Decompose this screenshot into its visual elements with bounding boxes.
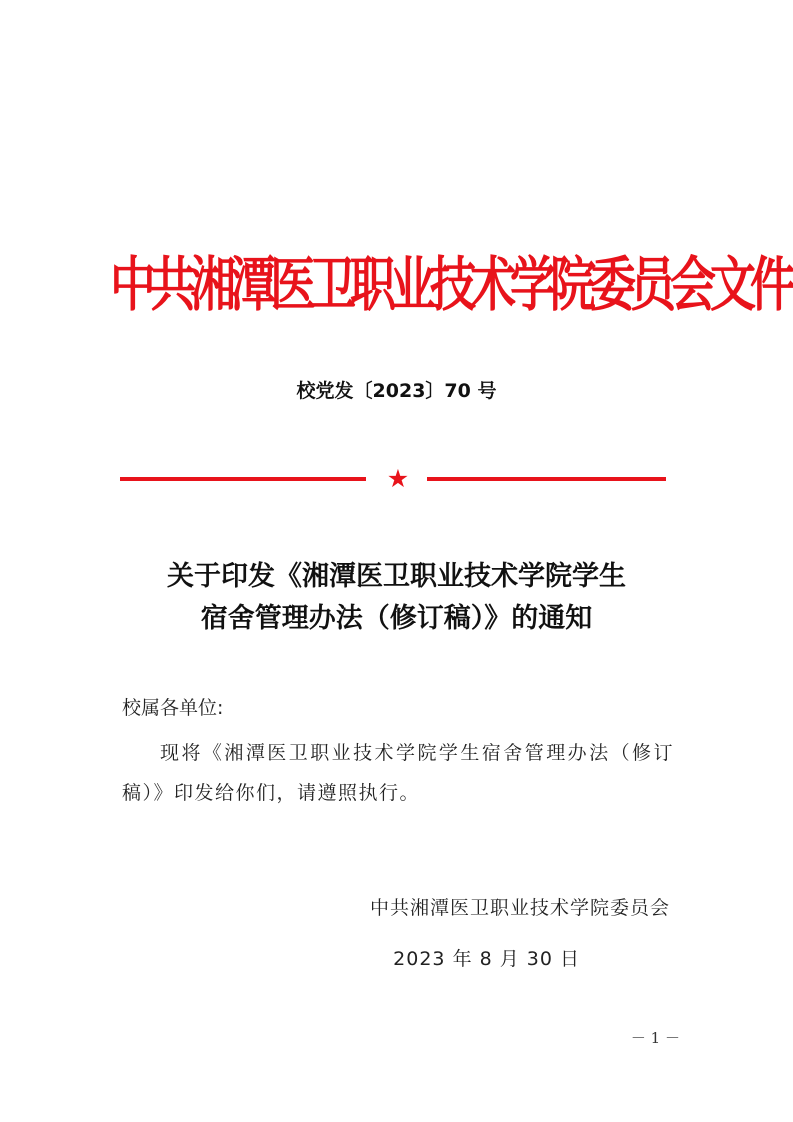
red-separator: [120, 464, 666, 493]
separator-line-left: [120, 477, 366, 481]
document-title: [80, 556, 713, 640]
star-icon: ★: [386, 464, 410, 493]
page-number: － 1 －: [630, 1029, 680, 1047]
document-number: 校党发〔2023〕70 号: [296, 380, 497, 402]
issue-date: 2023 年 8 月 30 日: [393, 948, 580, 970]
salutation: 校属各单位:: [122, 697, 224, 719]
body-paragraph: 现将《湘潭医卫职业技术学院学生宿舍管理办法（修订稿）》印发给你们，请遵照执行。: [122, 742, 674, 804]
issuer-signature: 中共湘潭医卫职业技术学院委员会: [369, 897, 670, 919]
separator-line-right: [427, 477, 666, 481]
title-line-2: 宿舍管理办法（修订稿）》的通知: [200, 603, 593, 634]
masthead-title: 中共湘潭医卫职业技术学院委员会文件: [110, 250, 790, 320]
title-line-1: 关于印发《湘潭医卫职业技术学院学生: [167, 561, 626, 592]
